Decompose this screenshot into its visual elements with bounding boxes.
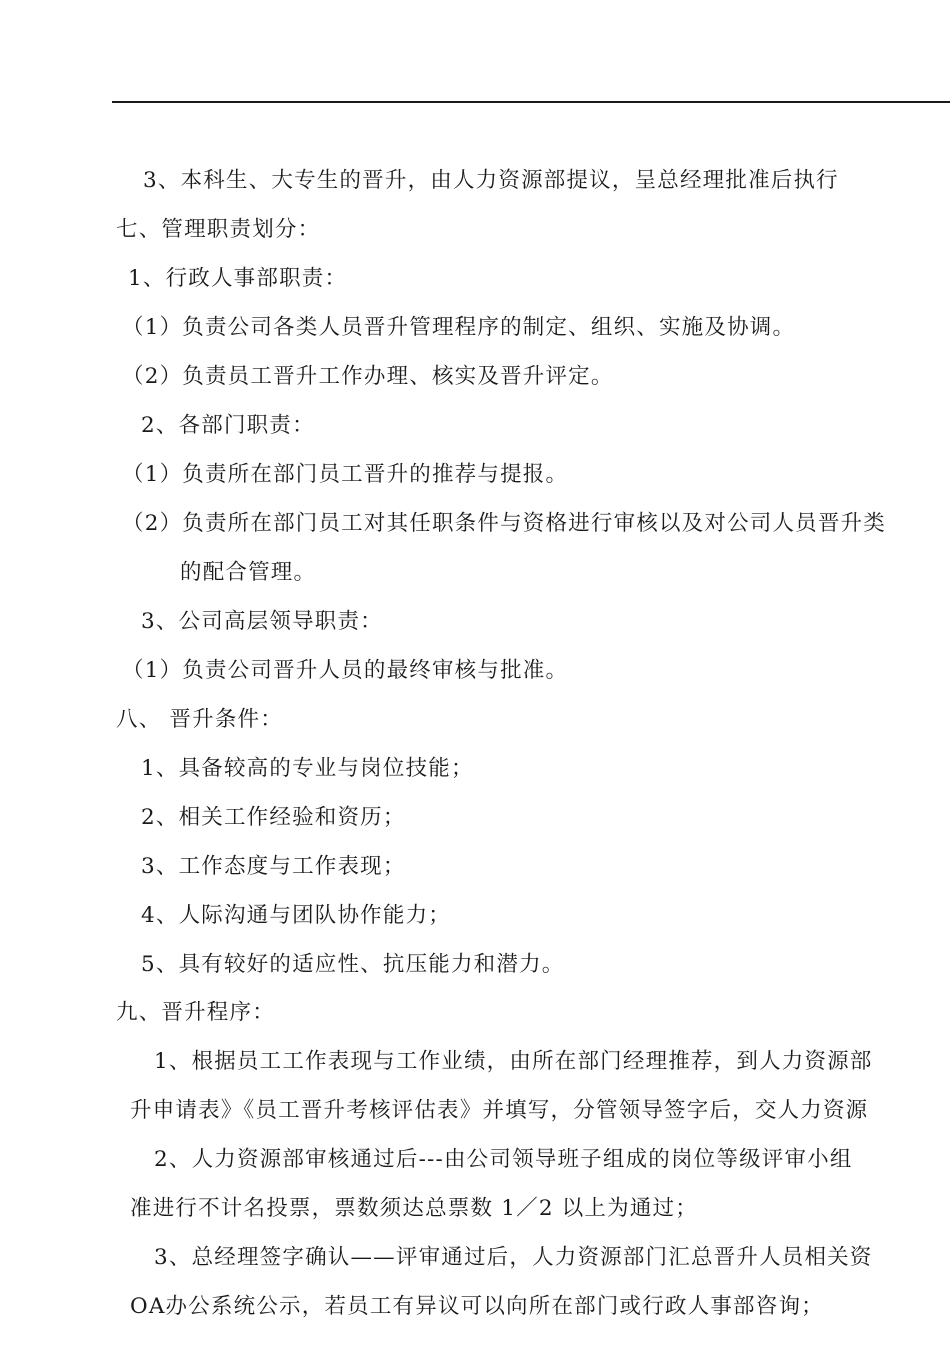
admin-hr-duty-2: （2）负责员工晋升工作办理、核实及晋升评定。 (122, 364, 614, 389)
procedure-3-continued: OA办公系统公示，若员工有异议可以向所在部门或行政人事部咨询； (130, 1294, 824, 1319)
header-rule (112, 101, 950, 103)
admin-hr-duty-1: （1）负责公司各类人员晋升管理程序的制定、组织、实施及协调。 (122, 315, 796, 340)
clause-3-bachelor-promotion: 3、本科生、大专生的晋升，由人力资源部提议，呈总经理批准后执行 (143, 168, 839, 193)
condition-4: 4、人际沟通与团队协作能力； (141, 903, 451, 928)
condition-2: 2、相关工作经验和资历； (141, 805, 406, 830)
item-1-admin-hr-duties: 1、行政人事部职责： (128, 266, 348, 291)
department-duty-1: （1）负责所在部门员工晋升的推荐与提报。 (122, 462, 569, 487)
procedure-1-continued: 升申请表》《员工晋升考核评估表》并填写，分管领导签字后，交人力资源 (130, 1098, 869, 1123)
section-7-heading: 七、管理职责划分： (116, 217, 321, 242)
condition-3: 3、工作态度与工作表现； (141, 854, 406, 879)
department-duty-2: （2）负责所在部门员工对其任职条件与资格进行审核以及对公司人员晋升类 (122, 511, 886, 536)
executive-duty-1: （1）负责公司晋升人员的最终审核与批准。 (122, 658, 569, 683)
condition-5: 5、具有较好的适应性、抗压能力和潜力。 (141, 952, 565, 977)
section-8-heading: 八、 晋升条件： (116, 707, 283, 732)
procedure-1: 1、根据员工工作表现与工作业绩，由所在部门经理推荐，到人力资源部 (154, 1049, 873, 1074)
procedure-3: 3、总经理签字确认——评审通过后，人力资源部门汇总晋升人员相关资 (154, 1245, 873, 1270)
section-9-heading: 九、晋升程序： (116, 1000, 275, 1025)
item-3-executive-duties: 3、公司高层领导职责： (141, 609, 383, 634)
department-duty-2-continued: 的配合管理。 (180, 560, 317, 585)
condition-1: 1、具备较高的专业与岗位技能； (141, 756, 474, 781)
procedure-2: 2、人力资源部审核通过后---由公司领导班子组成的岗位等级评审小组 (154, 1147, 853, 1172)
item-2-department-duties: 2、各部门职责： (141, 413, 315, 438)
procedure-2-continued: 准进行不计名投票，票数须达总票数 1／2 以上为通过； (130, 1196, 698, 1221)
